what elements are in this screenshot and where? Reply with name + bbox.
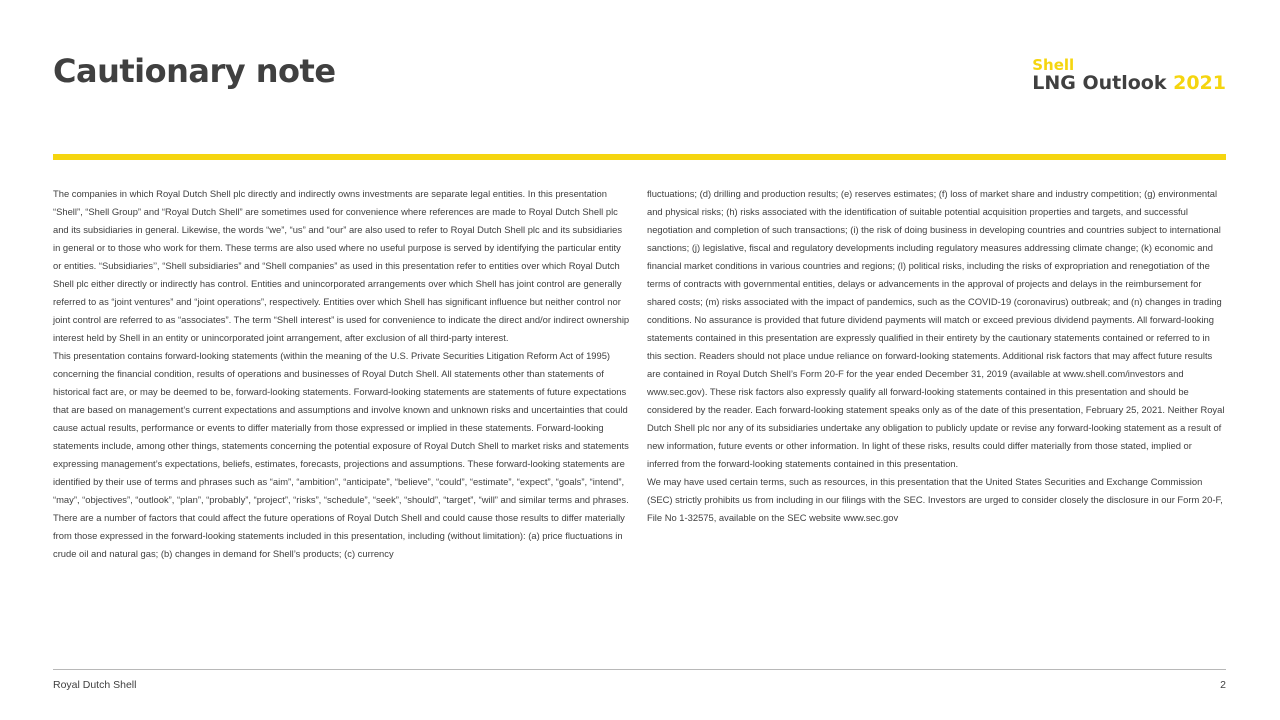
brand-subtitle <box>1032 74 1226 93</box>
page-number: 2 <box>1220 679 1226 691</box>
right-paragraph-2: We may have used certain terms, such as resources, in this presentation that the United States Securities and Exchange Commission (SEC) strictly prohibits us from including in our filings with the SEC. Investors are urged to consider closely the disclosure in our Form 20-F, File No 1-32575, available on the SEC website www.sec.gov <box>647 476 1223 523</box>
header-divider <box>53 154 1226 160</box>
footer-divider <box>53 669 1226 670</box>
footer-company: Royal Dutch Shell <box>53 679 137 691</box>
brand-logo <box>1032 58 1226 93</box>
brand-shell: Shell <box>1032 56 1075 74</box>
left-column <box>53 185 631 563</box>
brand-product: LNG Outlook <box>1032 72 1167 94</box>
right-column <box>647 185 1225 527</box>
brand-year: 2021 <box>1173 72 1226 94</box>
page-title: Cautionary note <box>53 52 336 90</box>
left-paragraph-1: The companies in which Royal Dutch Shell plc directly and indirectly owns investments are separate legal entities. In this presentation “Shell”, “Shell Group” and “Royal Dutch Shell” are sometimes used for convenience where references are made to Royal Dutch Shell plc and its subsidiaries in general. Likewise, the words “we”, “us” and “our” are also used to refer to Royal Dutch Shell plc and its subsidiaries in general or to those who work for them. These terms are also used where no useful purpose is served by identifying the particular entity or entities. “Subsidiaries’’, “Shell subsidiaries” and “Shell companies” as used in this presentation refer to entities over which Royal Dutch Shell plc either directly or indirectly has control. Entities and unincorporated arrangements over which Shell has joint control are generally referred to as “joint ventures” and “joint operations”, respectively. Entities over which Shell has significant influence but neither control nor joint control are referred to as “associates”. The term “Shell interest” is used for convenience to indicate the direct and/or indirect ownership interest held by Shell in an entity or unincorporated joint arrangement, after exclusion of all third-party interest. <box>53 188 630 343</box>
right-paragraph-1: fluctuations; (d) drilling and production results; (e) reserves estimates; (f) loss of market share and industry competition; (g) environmental and physical risks; (h) risks associated with the identification of suitable potential acquisition properties and targets, and successful negotiation and completion of such transactions; (i) the risk of doing business in developing countries and countries subject to international sanctions; (j) legislative, fiscal and regulatory developments including regulatory measures addressing climate change; (k) economic and financial market conditions in various countries and regions; (l) political risks, including the risks of expropriation and renegotiation of the terms of contracts with governmental entities, delays or advancements in the approval of projects and delays in the reimbursement for shared costs; (m) risks associated with the impact of pandemics, such as the COVID-19 (coronavirus) outbreak; and (n) changes in trading conditions. No assurance is provided that future dividend payments will match or exceed previous dividend payments. All forward-looking statements contained in this presentation are expressly qualified in their entirety by the cautionary statements contained or referred to in this section. Readers should not place undue reliance on forward-looking statements. Additional risk factors that may affect future results are contained in Royal Dutch Shell’s Form 20-F for the year ended December 31, 2019 (available at www.shell.com/investors and www.sec.gov). These risk factors also expressly qualify all forward-looking statements contained in this presentation and should be considered by the reader. Each forward-looking statement speaks only as of the date of this presentation, February 25, 2021. Neither Royal Dutch Shell plc nor any of its subsidiaries undertake any obligation to publicly update or revise any forward-looking statement as a result of new information, future events or other information. In light of these risks, results could differ materially from those stated, implied or inferred from the forward-looking statements contained in this presentation. <box>647 188 1225 469</box>
left-paragraph-2: This presentation contains forward-looking statements (within the meaning of the U.S. Private Securities Litigation Reform Act of 1995) concerning the financial condition, results of operations and businesses of Royal Dutch Shell. All statements other than statements of historical fact are, or may be deemed to be, forward-looking statements. Forward-looking statements are statements of future expectations that are based on management’s current expectations and assumptions and involve known and unknown risks and uncertainties that could cause actual results, performance or events to differ materially from those expressed or implied in these statements. Forward-looking statements include, among other things, statements concerning the potential exposure of Royal Dutch Shell to market risks and statements expressing management’s expectations, beliefs, estimates, forecasts, projections and assumptions. These forward-looking statements are identified by their use of terms and phrases such as “aim”, “ambition”, “anticipate”, “believe”, “could”, “estimate”, “expect”, “goals”, “intend”, “may”, “objectives”, “outlook”, “plan”, “probably”, “project”, “risks”, “schedule”, “seek”, “should”, “target”, “will” and similar terms and phrases. There are a number of factors that could affect the future operations of Royal Dutch Shell and could cause those results to differ materially from those expressed in the forward-looking statements included in this presentation, including (without limitation): (a) price fluctuations in crude oil and natural gas; (b) changes in demand for Shell’s products; (c) currency <box>53 350 629 559</box>
